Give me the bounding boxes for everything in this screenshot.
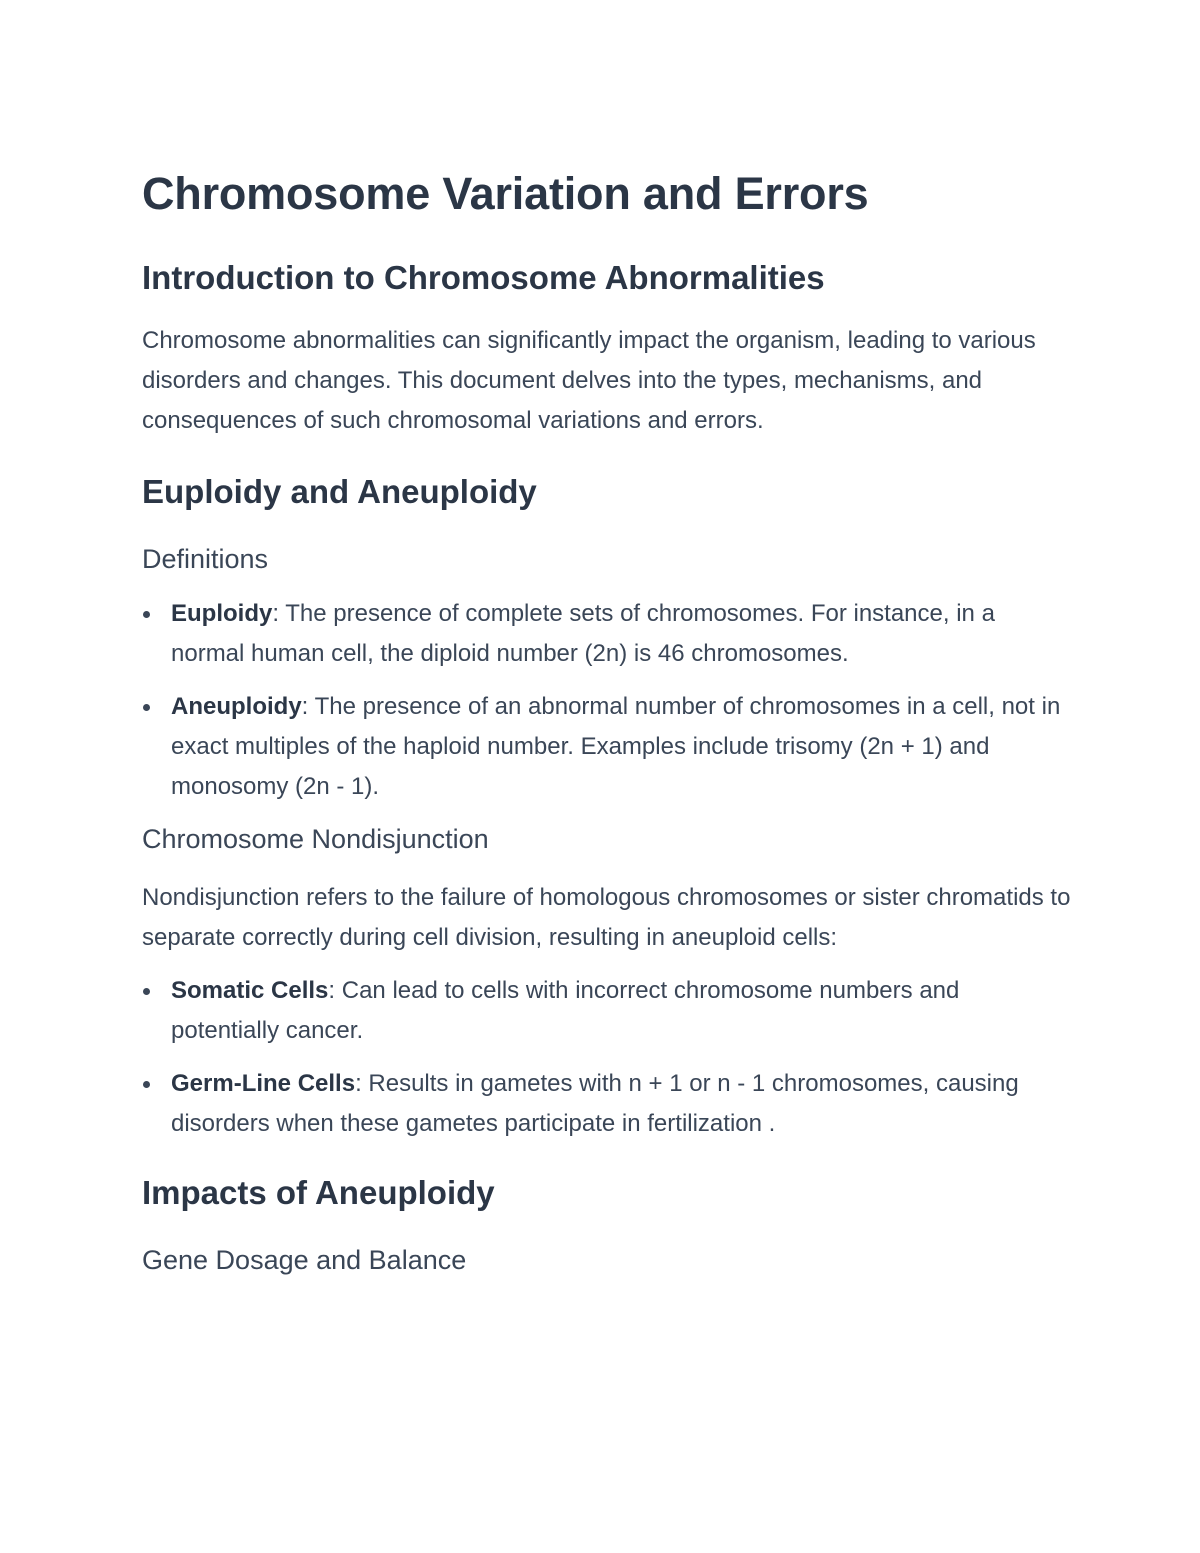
list-item-euploidy (142, 594, 1072, 674)
term-aneuploidy: Aneuploidy (171, 693, 302, 720)
document-page (142, 163, 1072, 1280)
definition-text: : The presence of an abnormal number of chromosomes in a cell, not in exact multiples of the haploid number. Examples include trisomy (2n + 1) and monosomy (2n - 1). (171, 693, 1061, 800)
term-somatic-cells: Somatic Cells (171, 977, 329, 1004)
definitions-list (142, 594, 1072, 807)
section-heading-introduction: Introduction to Chromosome Abnormalities (142, 259, 825, 296)
list-item-germ-line-cells (142, 1064, 1072, 1144)
cell-type-text: : Results in gametes with n + 1 or n - 1 chromosomes, causing disorders when these gametes participate in fertilization . (171, 1070, 1019, 1137)
term-euploidy: Euploidy (171, 600, 273, 627)
subheading-gene-dosage: Gene Dosage and Balance (142, 1245, 467, 1275)
subheading-definitions: Definitions (142, 544, 269, 574)
list-item-aneuploidy (142, 687, 1072, 807)
nondisjunction-paragraph: Nondisjunction refers to the failure of homologous chromosomes or sister chromatids to separate correctly during cell division, resulting in aneuploid cells: (142, 884, 1071, 951)
subheading-nondisjunction: Chromosome Nondisjunction (142, 824, 489, 854)
document-title: Chromosome Variation and Errors (142, 168, 869, 219)
cell-types-list (142, 971, 1072, 1144)
introduction-paragraph: Chromosome abnormalities can significantly impact the organism, leading to various disorders and changes. This document delves into the types, mechanisms, and consequences of such chromosomal variations and errors. (142, 327, 1036, 434)
section-heading-euploidy-aneuploidy: Euploidy and Aneuploidy (142, 473, 537, 510)
term-germ-line-cells: Germ-Line Cells (171, 1070, 356, 1097)
definition-text: : The presence of complete sets of chromosomes. For instance, in a normal human cell, the diploid number (2n) is 46 chromosomes. (171, 600, 995, 667)
section-heading-impacts: Impacts of Aneuploidy (142, 1174, 495, 1211)
list-item-somatic-cells (142, 971, 1072, 1051)
cell-type-text: : Can lead to cells with incorrect chromosome numbers and potentially cancer. (171, 977, 960, 1044)
